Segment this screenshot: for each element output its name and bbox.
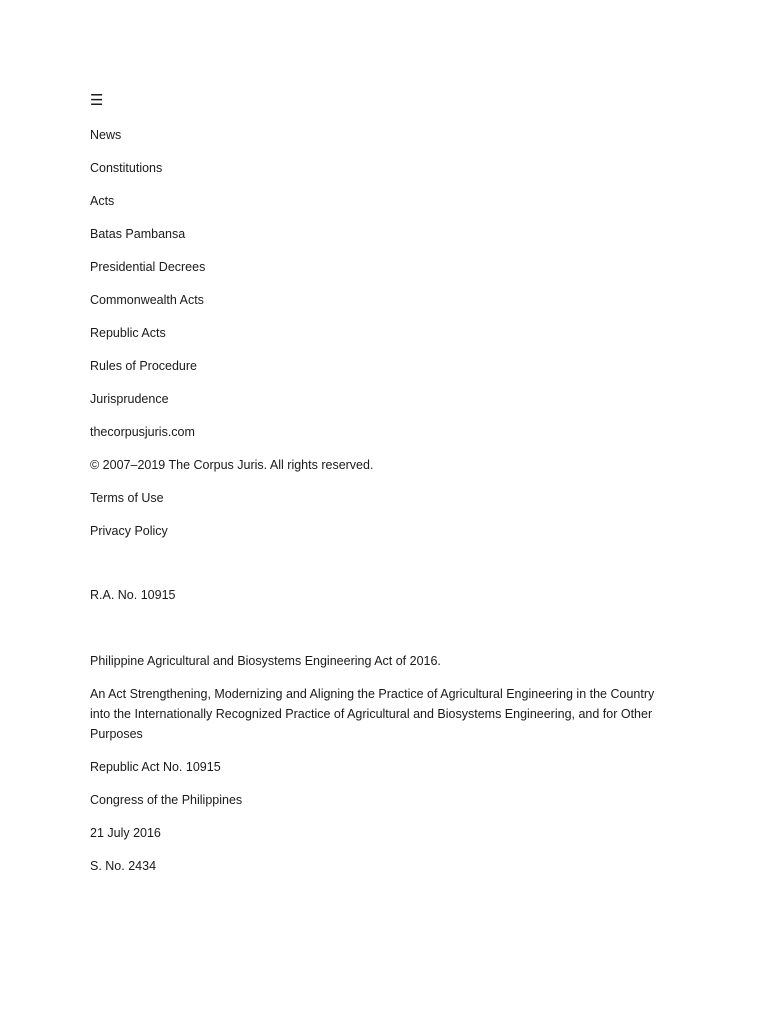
nav-item-commonwealth-acts[interactable]: Commonwealth Acts — [90, 293, 204, 307]
nav-item-news[interactable]: News — [90, 128, 122, 142]
long-title: An Act Strengthening, Modernizing and Aligning the Practice of Agricultural Engineering in the Country into the Internationally Recognized Practice of Agricultural and Biosystems Engineering, and for Other Purposes — [90, 687, 655, 741]
nav-item-presidential-decrees[interactable]: Presidential Decrees — [90, 260, 206, 274]
congress-label: Congress of the Philippines — [90, 793, 243, 807]
short-title: Philippine Agricultural and Biosystems Engineering Act of 2016. — [90, 654, 441, 668]
act-date: 21 July 2016 — [90, 826, 161, 840]
nav-item-jurisprudence[interactable]: Jurisprudence — [90, 392, 169, 406]
act-label: Republic Act No. 10915 — [90, 760, 221, 774]
hamburger-menu-icon[interactable]: ☰ — [90, 92, 104, 109]
act-header — [90, 651, 670, 889]
copyright-text: © 2007–2019 The Corpus Juris. All rights reserved. — [90, 458, 374, 472]
document-content — [90, 585, 670, 873]
main-nav — [90, 125, 690, 554]
nav-item-republic-acts[interactable]: Republic Acts — [90, 326, 166, 340]
terms-of-use-link[interactable]: Terms of Use — [90, 491, 164, 505]
nav-item-acts[interactable]: Acts — [90, 194, 115, 208]
ra-number: R.A. No. 10915 — [90, 588, 176, 602]
privacy-policy-link[interactable]: Privacy Policy — [90, 524, 168, 538]
site-name-link[interactable]: thecorpusjuris.com — [90, 425, 195, 439]
nav-item-batas-pambansa[interactable]: Batas Pambansa — [90, 227, 186, 241]
nav-item-rules-of-procedure[interactable]: Rules of Procedure — [90, 359, 198, 373]
senate-bill-number: S. No. 2434 — [90, 859, 157, 873]
nav-item-constitutions[interactable]: Constitutions — [90, 161, 163, 175]
